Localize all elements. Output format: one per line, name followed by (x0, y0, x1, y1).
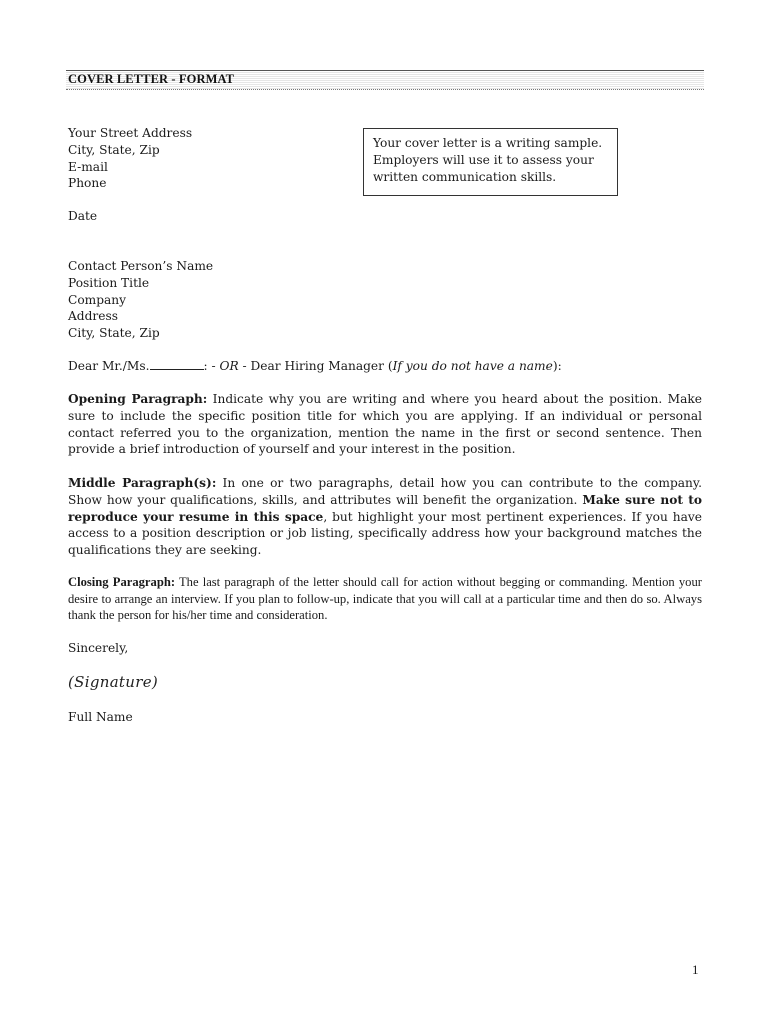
name-blank (150, 358, 204, 370)
sender-email: E-mail (68, 159, 108, 174)
date-line (68, 208, 97, 225)
sender-street: Your Street Address (68, 126, 193, 140)
middle-emphasis: Make sure not to reproduce your resume in this space (68, 492, 702, 524)
full-name-text: Full Name (68, 710, 133, 724)
recipient-address-block (68, 258, 213, 342)
tip-line-3: written communication skills. (373, 169, 557, 184)
date-text: Date (68, 209, 98, 223)
page-number: 1 (692, 962, 699, 977)
closing-label: Closing Paragraph: (68, 575, 176, 589)
tip-line-2: Employers will use it to assess your (373, 152, 594, 167)
middle-text-before: In one or two paragraphs, detail how you can contribute to the company. Show how your qualifications, skills, and attributes will benefit the organization. (68, 476, 703, 507)
alt-greeting-note: If you do not have a name (392, 359, 553, 373)
middle-text-after: , but highlight your most pertinent experiences. If you have access to a position description or job listing, specifically address how your background matches the qualifications they are seeking. (68, 509, 702, 558)
closing-paragraph (68, 574, 702, 624)
salutation-prefix: Dear Mr./Ms. (68, 359, 150, 373)
recipient-city-state-zip: City, State, Zip (68, 326, 160, 341)
recipient-address: Address (68, 309, 118, 324)
middle-paragraph (68, 475, 702, 559)
tip-line-1: Your cover letter is a writing sample. (373, 136, 603, 150)
opening-label: Opening Paragraph: (68, 392, 208, 406)
sender-phone: Phone (68, 176, 107, 191)
salutation-colon: : (203, 359, 208, 373)
recipient-position: Position Title (68, 275, 150, 290)
middle-label: Middle Paragraph(s): (68, 476, 217, 490)
full-name-line (68, 709, 133, 726)
recipient-company: Company (68, 292, 127, 307)
recipient-name: Contact Person’s Name (68, 259, 214, 273)
sign-off-text: Sincerely, (68, 641, 129, 655)
sender-address-block (68, 125, 192, 192)
tip-box (363, 128, 618, 196)
page-title: COVER LETTER - FORMAT (68, 72, 235, 86)
sender-city-state-zip: City, State, Zip (68, 142, 160, 157)
alt-greeting: Dear Hiring Manager ( (250, 359, 393, 373)
header-bar (66, 70, 704, 90)
sign-off-line (68, 640, 128, 657)
signature-placeholder: (Signature) (68, 673, 159, 691)
opening-paragraph (68, 391, 702, 458)
alt-greeting-close: ): (552, 359, 562, 373)
salutation-line (68, 358, 562, 375)
or-separator: - OR - (211, 359, 251, 373)
closing-text: The last paragraph of the letter should call for action without begging or commanding. Mention your desire to arrange an interview. If you plan to follow-up, indicate that you will call at a particular time and then do so. Always thank the person for his/her time and consideration. (68, 575, 702, 623)
opening-text: Indicate why you are writing and where you heard about the position. Make sure to include the specific position title for which you are applying. If an individual or personal contact referred you to the organization, mention the name in the first or second sentence. Then provide a brief introduction of yourself and your interest in the position. (68, 392, 702, 457)
